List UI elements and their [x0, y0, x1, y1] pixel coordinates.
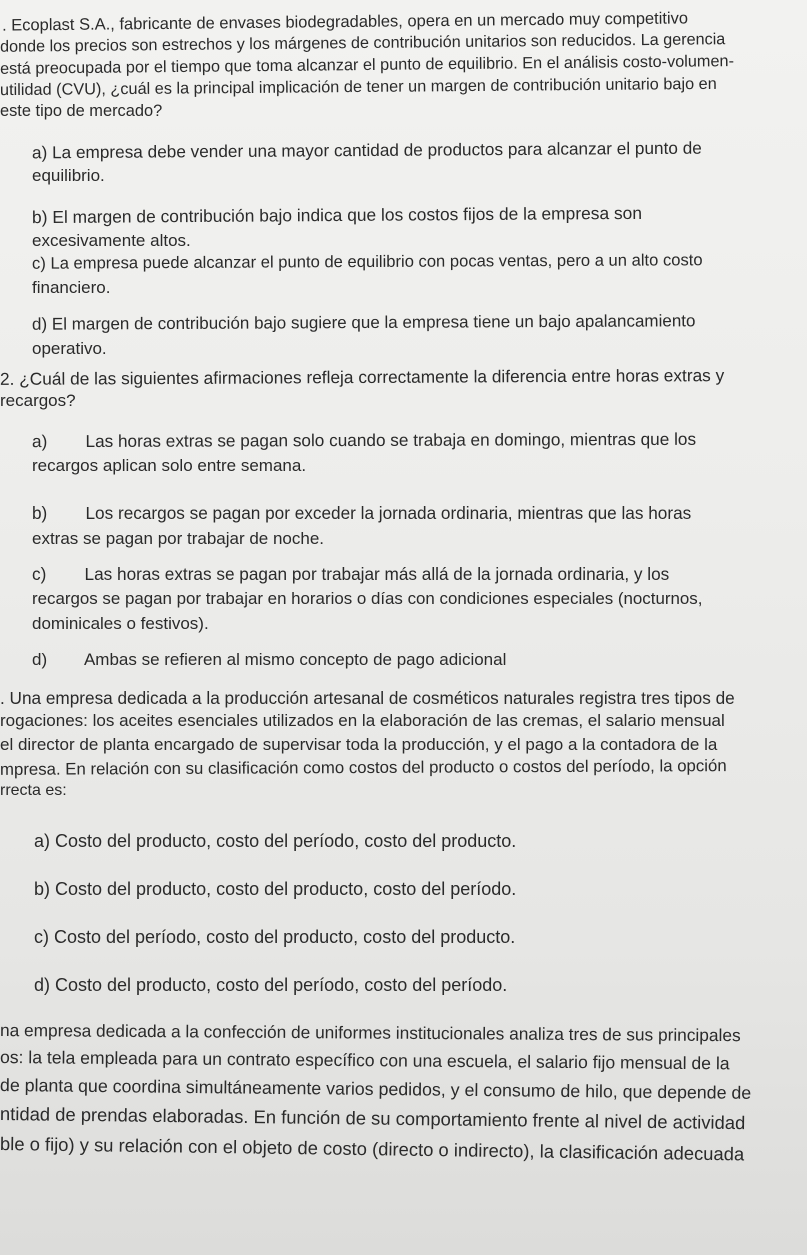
question-3-option-d[interactable]: d) Costo del producto, costo del período, costo del período. — [34, 975, 508, 995]
question-4-line: de planta que coordina simultáneamente varios pedidos, y el consumo de hilo, que depende de — [0, 1075, 752, 1103]
question-3-line: mpresa. En relación con su clasificación como costos del producto o costos del período, la opción — [0, 756, 727, 779]
question-1-line: este tipo de mercado? — [0, 102, 163, 120]
question-2-option-a[interactable]: a) Las horas extras se pagan solo cuando se trabaja en domingo, mientras que los — [31, 428, 697, 452]
question-1-option-d[interactable]: d) El margen de contribución bajo sugiere que la empresa tiene un bajo apalancamiento — [31, 311, 696, 334]
question-2-option-a-cont: recargos aplican solo entre semana. — [32, 456, 307, 475]
question-2-option-b[interactable]: b) Los recargos se pagan por exceder la jornada ordinaria, mientras que las horas — [32, 503, 692, 523]
question-3-line: . Una empresa dedicada a la producción artesanal de cosméticos naturales registra tres tipos de — [0, 688, 735, 708]
question-4-line: os: la tela empleada para un contrato específico con una escuela, el salario fijo mensual de la — [0, 1047, 730, 1074]
question-4-line: ble o fijo) y su relación con el objeto de costo (directo o indirecto), la clasificación adecuada — [0, 1133, 745, 1165]
question-3-option-c[interactable]: c) Costo del período, costo del producto, costo del producto. — [34, 927, 516, 947]
question-3-line: rogaciones: los aceites esenciales utilizados en la elaboración de las cremas, el salario mensual — [0, 711, 725, 730]
question-1-option-b[interactable]: b) El margen de contribución bajo indica que los costos fijos de la empresa son — [31, 202, 643, 228]
question-1-option-d-cont: operativo. — [32, 339, 107, 358]
question-4-line: ntidad de prendas elaboradas. En función de su comportamiento frente al nivel de actividad — [0, 1103, 746, 1134]
question-1-option-c-cont: financiero. — [32, 278, 111, 297]
question-2-line: recargos? — [0, 391, 76, 410]
question-2-option-c-cont: recargos se pagan por trabajar en horarios o días con condiciones especiales (nocturnos, — [32, 589, 703, 608]
question-1-option-a[interactable]: a) La empresa debe vender una mayor cantidad de productos para alcanzar el punto de — [31, 137, 702, 163]
question-1-line: está preocupada por el tiempo que toma alcanzar el punto de equilibrio. En el análisis costo-volumen- — [0, 52, 735, 78]
question-3-option-b[interactable]: b) Costo del producto, costo del producto, costo del período. — [34, 879, 517, 899]
question-2-line: 2. ¿Cuál de las siguientes afirmaciones refleja correctamente la diferencia entre horas extras y — [0, 365, 725, 389]
question-1-option-c[interactable]: c) La empresa puede alcanzar el punto de equilibrio con pocas ventas, pero a un alto costo — [31, 250, 703, 273]
question-1-line: . Ecoplast S.A., fabricante de envases biodegradables, opera en un mercado muy competitivo — [1, 9, 689, 35]
question-3-option-a[interactable]: a) Costo del producto, costo del período, costo del producto. — [34, 831, 517, 851]
question-2-option-c-cont: dominicales o festivos). — [32, 614, 209, 633]
question-2-option-d[interactable]: d) Ambas se refieren al mismo concepto de pago adicional — [32, 650, 507, 669]
question-2-option-b-cont: extras se pagan por trabajar de noche. — [32, 529, 325, 548]
question-1-option-a-cont: equilibrio. — [32, 166, 105, 185]
question-3-line: rrecta es: — [0, 782, 67, 799]
question-4-line: na empresa dedicada a la confección de uniformes institucionales analiza tres de sus principales — [0, 1020, 741, 1046]
question-1-line: utilidad (CVU), ¿cuál es la principal implicación de tener un margen de contribución unitario bajo en — [0, 74, 717, 100]
question-1-option-b-cont: excesivamente altos. — [32, 231, 191, 250]
question-2-option-c[interactable]: c) Las horas extras se pagan por trabajar más allá de la jornada ordinaria, y los — [32, 564, 670, 584]
question-1-line: donde los precios son estrechos y los márgenes de contribución unitarios son reducidos. La gerencia — [0, 30, 726, 56]
question-3-line: el director de planta encargado de supervisar toda la producción, y el pago a la contadora de la — [0, 735, 718, 754]
